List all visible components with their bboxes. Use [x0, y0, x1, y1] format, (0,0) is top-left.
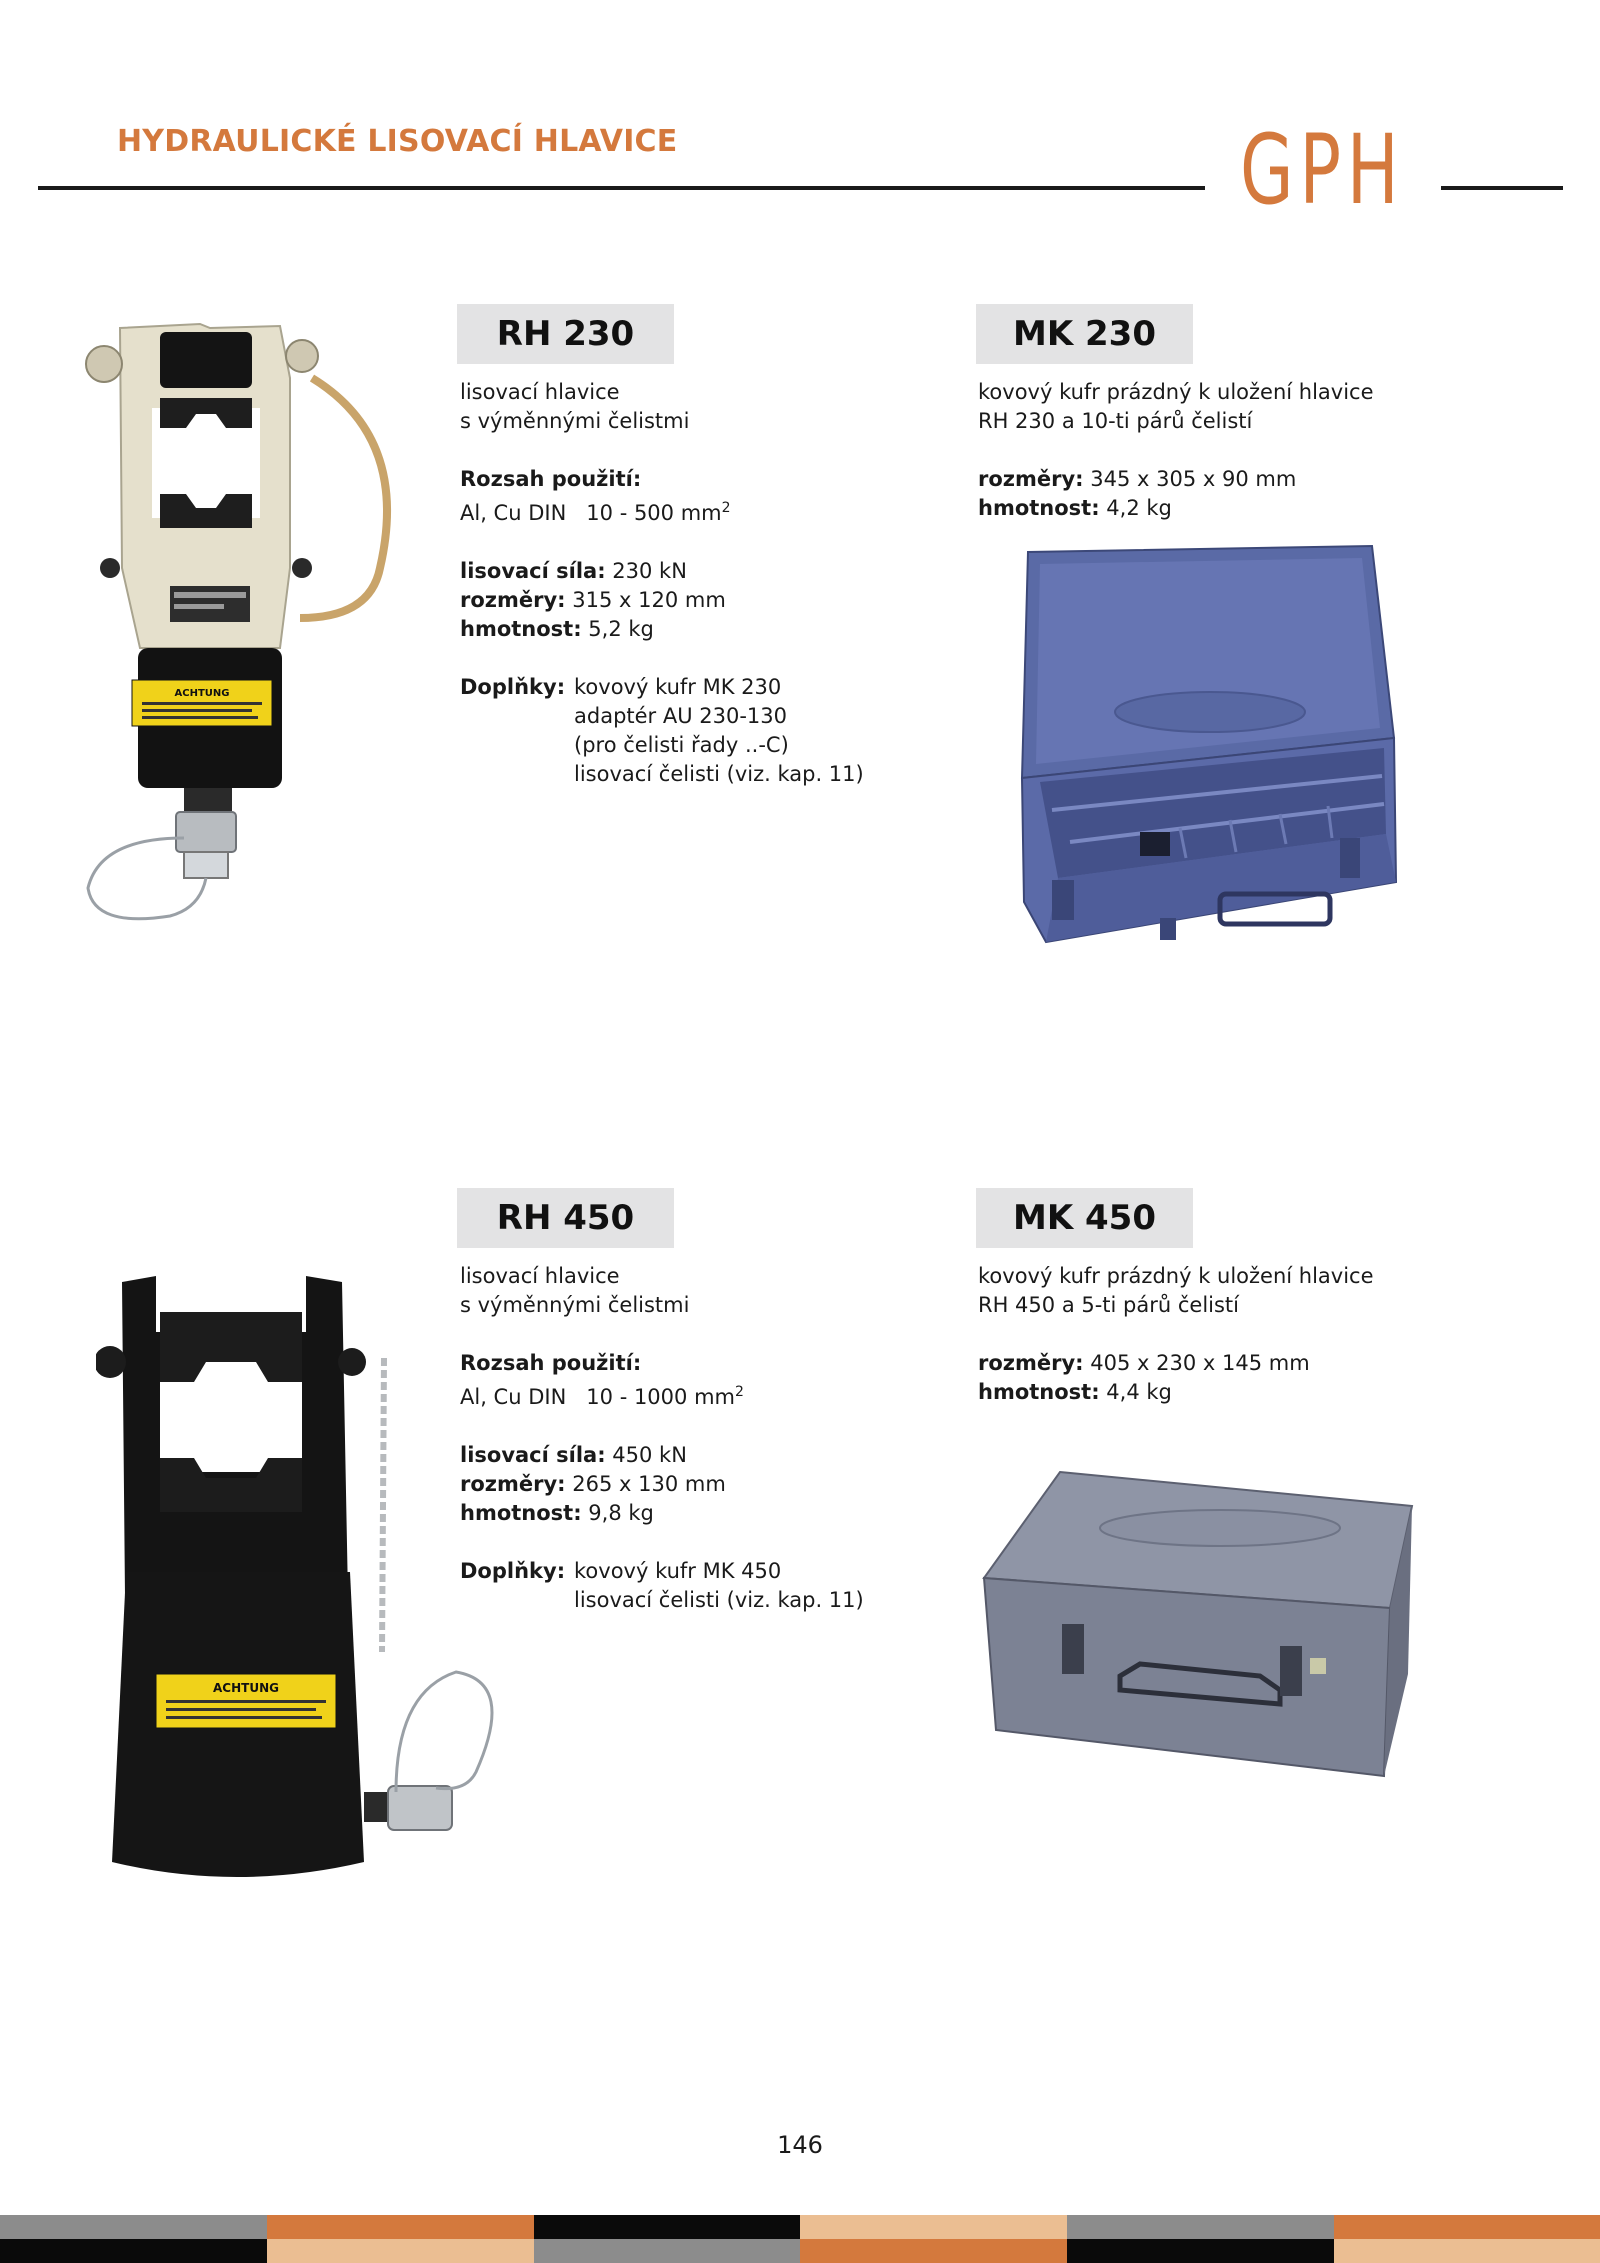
rh230-extras — [460, 673, 864, 789]
mk450-desc-line2: RH 450 a 5-ti párů čelistí — [978, 1293, 1240, 1317]
rh230-range-value: Al, Cu DIN 10 - 500 mm — [460, 501, 722, 525]
stripe-block — [267, 2239, 534, 2263]
rh230-weight-label: hmotnost: — [460, 617, 582, 641]
rh450-range-value: Al, Cu DIN 10 - 1000 mm — [460, 1385, 735, 1409]
rh450-desc-line2: s výměnnými čelistmi — [460, 1293, 690, 1317]
rh230-extra-item: lisovací čelisti (viz. kap. 11) — [574, 762, 864, 786]
stripe-block — [1334, 2239, 1600, 2263]
stripe-block — [1067, 2215, 1334, 2239]
rh230-range-sup: 2 — [721, 500, 731, 516]
rh230-range-label: Rozsah použití: — [460, 467, 642, 491]
rh230-extra-item: adaptér AU 230-130 — [574, 704, 788, 728]
rh450-extras — [460, 1557, 864, 1615]
stripe-block — [1067, 2239, 1334, 2263]
rh450-force-value: 450 kN — [605, 1443, 687, 1467]
mk450-desc-line1: kovový kufr prázdný k uložení hlavice — [978, 1264, 1374, 1288]
rh450-desc-line1: lisovací hlavice — [460, 1264, 620, 1288]
stripe-block — [534, 2215, 800, 2239]
rh450-sticker-label: ACHTUNG — [213, 1681, 279, 1695]
rh450-weight-value: 9,8 kg — [581, 1501, 654, 1525]
page-number: 146 — [777, 2131, 823, 2159]
mk450-spec-block — [978, 1262, 1374, 1407]
rh450-weight-label: hmotnost: — [460, 1501, 582, 1525]
mk230-dims-value: 345 x 305 x 90 mm — [1083, 467, 1297, 491]
rh230-force-value: 230 kN — [605, 559, 687, 583]
mk230-weight-label: hmotnost: — [978, 496, 1100, 520]
stripe-block — [267, 2215, 534, 2239]
stripe-block — [534, 2239, 800, 2263]
mk450-dims-label: rozměry: — [978, 1351, 1084, 1375]
mk450-weight-value: 4,4 kg — [1099, 1380, 1172, 1404]
header-rule-left — [38, 186, 1205, 190]
rh230-product-image — [80, 318, 440, 938]
mk230-dims-label: rozměry: — [978, 467, 1084, 491]
header-rule-right — [1441, 186, 1563, 190]
mk230-weight-value: 4,2 kg — [1099, 496, 1172, 520]
rh230-desc-line2: s výměnnými čelistmi — [460, 409, 690, 433]
mk450-weight-label: hmotnost: — [978, 1380, 1100, 1404]
rh230-desc-line1: lisovací hlavice — [460, 380, 620, 404]
mk230-code-label: MK 230 — [976, 304, 1193, 364]
mk450-product-image — [980, 1468, 1420, 1788]
rh450-range-label: Rozsah použití: — [460, 1351, 642, 1375]
mk230-desc-line2: RH 230 a 10-ti párů čelistí — [978, 409, 1253, 433]
stripe-block — [1334, 2215, 1600, 2239]
rh230-sticker-label: ACHTUNG — [174, 688, 230, 699]
mk230-product-image — [1010, 542, 1410, 982]
rh450-range-sup: 2 — [734, 1384, 744, 1400]
section-title: HYDRAULICKÉ LISOVACÍ HLAVICE — [117, 124, 678, 159]
rh450-extra-item: lisovací čelisti (viz. kap. 11) — [574, 1588, 864, 1612]
rh230-extras-label: Doplňky: — [460, 675, 566, 699]
rh230-code-label: RH 230 — [457, 304, 674, 364]
rh450-extras-label: Doplňky: — [460, 1559, 566, 1583]
stripe-block — [0, 2239, 267, 2263]
mk450-code-label: MK 450 — [976, 1188, 1193, 1248]
mk450-dims-value: 405 x 230 x 145 mm — [1083, 1351, 1310, 1375]
rh230-dims-label: rozměry: — [460, 588, 566, 612]
stripe-block — [800, 2239, 1067, 2263]
rh230-force-label: lisovací síla: — [460, 559, 606, 583]
stripe-block — [0, 2215, 267, 2239]
rh450-dims-label: rozměry: — [460, 1472, 566, 1496]
footer-stripes — [0, 2215, 1600, 2263]
rh230-spec-block — [460, 378, 864, 789]
rh230-dims-value: 315 x 120 mm — [565, 588, 726, 612]
mk230-spec-block — [978, 378, 1374, 523]
mk230-desc-line1: kovový kufr prázdný k uložení hlavice — [978, 380, 1374, 404]
rh450-extra-item: kovový kufr MK 450 — [574, 1559, 782, 1583]
rh450-force-label: lisovací síla: — [460, 1443, 606, 1467]
rh230-weight-value: 5,2 kg — [581, 617, 654, 641]
rh230-extra-item: kovový kufr MK 230 — [574, 675, 782, 699]
rh450-product-image — [96, 1272, 516, 1892]
rh450-code-label: RH 450 — [457, 1188, 674, 1248]
brand-logo: GPH — [1240, 114, 1405, 226]
rh450-spec-block — [460, 1262, 864, 1615]
rh230-extra-item: (pro čelisti řady ..-C) — [574, 733, 789, 757]
rh450-dims-value: 265 x 130 mm — [565, 1472, 726, 1496]
stripe-block — [800, 2215, 1067, 2239]
